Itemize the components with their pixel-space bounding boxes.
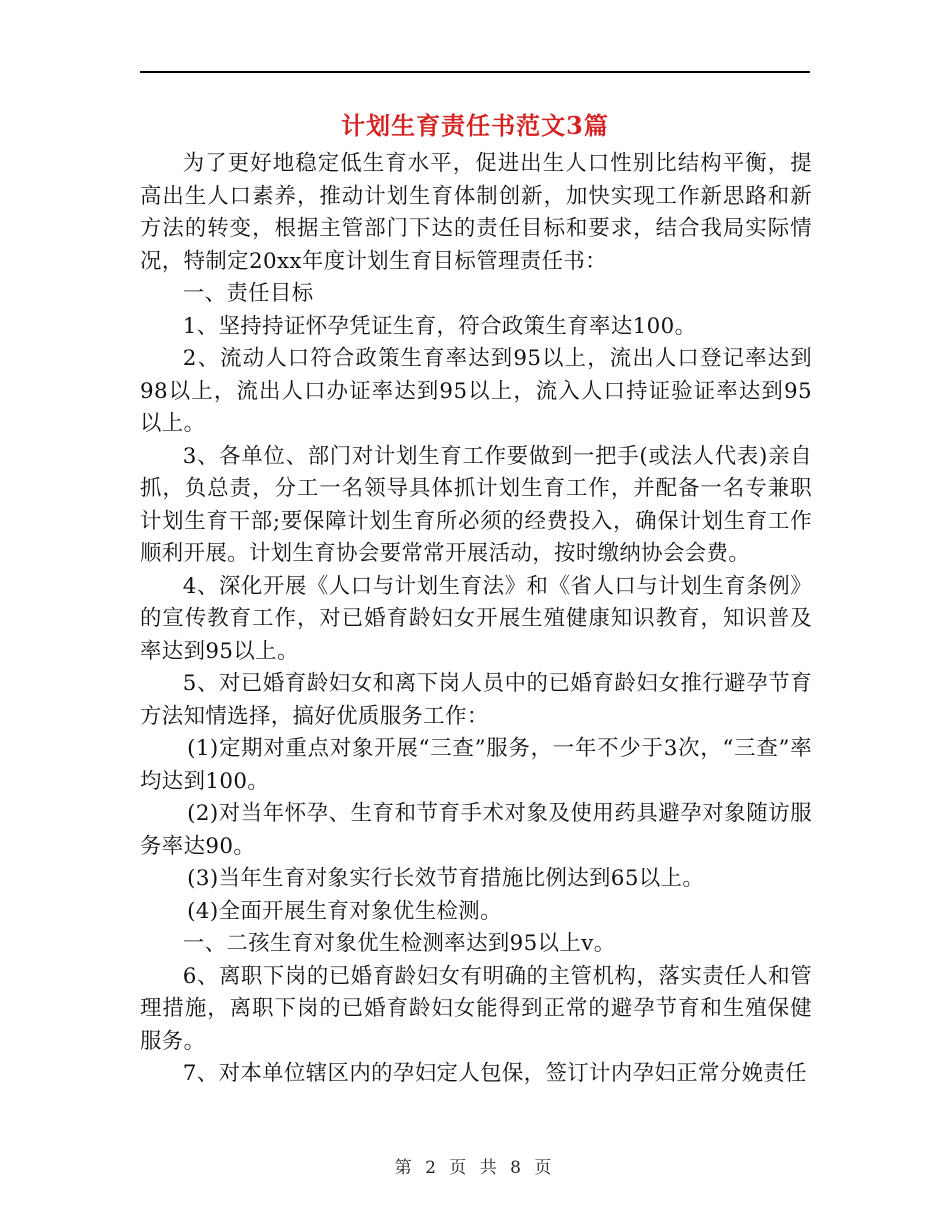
paragraph-subitem-2: (2)对当年怀孕、生育和节育手术对象及使用药具避孕对象随访服务率达90。 [140, 801, 812, 859]
paragraph-intro: 为了更好地稳定低生育水平，促进出生人口性别比结构平衡，提高出生人口素养，推动计划生育体制创新，加快实现工作新思路和新方法的转变，根据主管部门下达的责任目标和要求，结合我局实际情况，特制定20xx年度计划生育目标管理责任书： [140, 151, 812, 274]
document-body [140, 148, 812, 1091]
paragraph-section-heading: 一、责任目标 [182, 281, 314, 306]
paragraph-note: 一、二孩生育对象优生检测率达到95以上v。 [182, 931, 616, 956]
paragraph-item-3: 3、各单位、部门对计划生育工作要做到一把手(或法人代表)亲自抓，负总责，分工一名领导具体抓计划生育工作，并配备一名专兼职计划生育干部;要保障计划生育所必须的经费投入，确保计划生育工作顺利开展。计划生育协会要常常开展活动，按时缴纳协会会费。 [140, 443, 812, 566]
paragraph-subitem-4: (4)全面开展生育对象优生检测。 [187, 898, 502, 924]
paragraph-item-1: 1、坚持持证怀孕凭证生育，符合政策生育率达100。 [182, 313, 697, 339]
paragraph-item-6: 6、离职下岗的已婚育龄妇女有明确的主管机构，落实责任人和管理措施，离职下岗的已婚育龄妇女能得到正常的避孕节育和生殖保健服务。 [140, 963, 812, 1054]
paragraph-item-7: 7、对本单位辖区内的孕妇定人包保，签订计内孕妇正常分娩责任 [182, 1061, 807, 1086]
paragraph-subitem-1: (1)定期对重点对象开展“三查”服务，一年不少于3次，“三查”率均达到100。 [140, 736, 812, 794]
document-title: 计划生育责任书范文3篇 [341, 111, 609, 140]
paragraph-item-4: 4、深化开展《人口与计划生育法》和《省人口与计划生育条例》的宣传教育工作，对已婚育龄妇女开展生殖健康知识教育，知识普及率达到95以上。 [140, 573, 812, 664]
header-rule [140, 71, 810, 73]
page-number-footer: 第 2 页 共 8 页 [394, 1158, 556, 1178]
paragraph-item-2: 2、流动人口符合政策生育率达到95以上，流出人口登记率达到98以上，流出人口办证率达到95以上，流入人口持证验证率达到95以上。 [140, 346, 812, 436]
paragraph-subitem-3: (3)当年生育对象实行长效节育措施比例达到65以上。 [187, 866, 705, 891]
paragraph-item-5: 5、对已婚育龄妇女和离下岗人员中的已婚育龄妇女推行避孕节育方法知情选择，搞好优质服务工作： [140, 671, 812, 729]
